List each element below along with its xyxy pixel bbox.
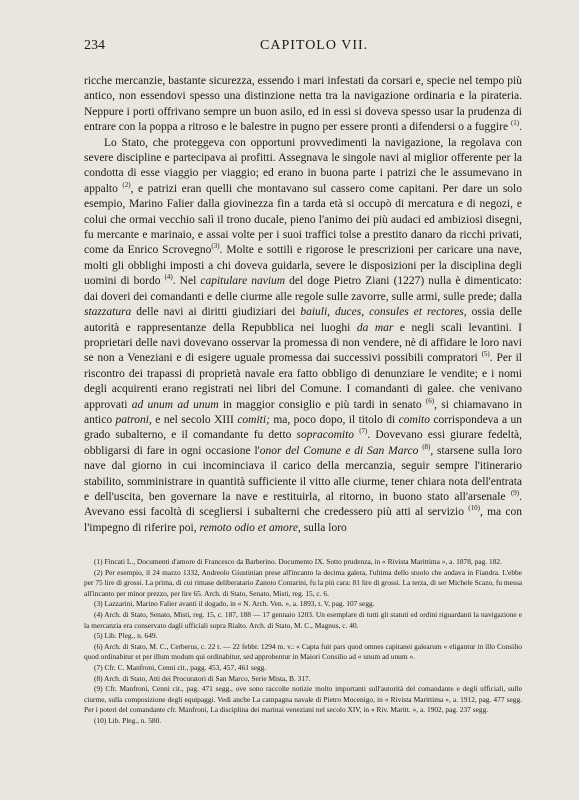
text-span: del doge Pietro Ziani (1227) nulla è dimenticato: dai doveri dei comandanti e delle ciurme alle regole sulle zavorre, sulle armi, sulle prede; dalla <box>84 275 522 303</box>
footnote-6: (6) Arch. di Stato, M. C., Cerberus, c. 22 t. — 22 febbr. 1294 m. v.: « Capta fuit pars quod omnes capitanei galearum « eligantur in illo Consilio quod ordinabitur et per illum modum qui ordinabitur, sed approbentur in Maiori Consilio ad « unum ad unum ». <box>84 641 522 662</box>
italic-term: ad unum ad unum <box>131 398 219 411</box>
footnote-3: (3) Lazzarini, Marino Falier avanti il dogado, in « N. Arch. Ven. », a. 1893, t. V, pag. 107 segg. <box>94 599 375 609</box>
footnote-7: (7) Cfr. C. Manfroni, Cenni cit., pagg. 453, 457, 461 segg. <box>94 662 267 672</box>
paragraph-2 <box>84 136 522 537</box>
footnote-4: (4) Arch. di Stato, Senato, Misti, reg. 15, c. 187, 188 — 17 gennaio 1203. Un esemplare di tutti gli statuti ed ordini riguardanti la navigazione e la mercanzia era conservato dagli ufficiali sopra Rialto. Arch. di Stato, M. C., Magnus, c. 40. <box>84 609 522 630</box>
italic-term: stazzatura <box>84 306 132 319</box>
footnote-ref-7: (7) <box>359 427 368 436</box>
text-span: e nel secolo XIII <box>151 413 238 426</box>
italic-term: baiuli, duces, consules et rectores, <box>300 306 467 319</box>
footnote-10: (10) Lib. Pleg., n. 580. <box>94 715 162 725</box>
footnote-ref-4: (4) <box>164 273 173 282</box>
text-span: corrispondeva a un grado subalterno, e il comandante fu detto <box>84 413 522 442</box>
footnote-5: (5) Lib. Pleg., n. 649. <box>94 631 158 641</box>
footnote-ref-9: (9) <box>510 489 520 498</box>
footnote-2: (2) Per esempio, il 24 marzo 1332, Andreolo Giustinian prese all'incanto la decima galera, l'ultima dello stuolo che andava in Fiandra. L'ebbe per 75 lire di grossi. La prima, di cui rimase deliberatario Zanoto Contarini, fu la più cara: 81 lire di grossi. La terza, di ser Michele Scazo, fu messa all'incanto per minor prezzo, per lire 65. Arch. di Stato, Senato, Misti, reg. 15, c. 6. <box>84 567 522 598</box>
footnote-ref-5: (5) <box>481 350 490 359</box>
footnote-ref-3: (3) <box>211 242 220 251</box>
text-span: e negli scali levantini. I proprietari delle navi dovevano osservar la promessa di non vendere, nè di affidare le loro navi se non a Veneziani e di esigere uguale promessa dai successivi possibili compratori <box>84 321 522 365</box>
italic-term: patroni, <box>115 413 152 426</box>
italic-term: comiti; <box>237 413 270 426</box>
italic-term: remoto odio et amore, <box>199 521 301 534</box>
footnotes <box>84 557 522 727</box>
page-number: 234 <box>84 38 105 53</box>
italic-term: comito <box>398 413 430 426</box>
italic-term: sopracomito <box>296 429 355 442</box>
text-span: . Per il riscontro dei trapassi di proprietà navale era fatto obbligo di denunziare le vendite; e i nomi degli acquirenti erano registrati nei libri del Comune. I comandanti di galee. che venivano approvati <box>84 352 522 411</box>
footnote-8: (8) Arch. di Stato, Atti dei Procuratori di San Marco, Serie Mista, B. 317. <box>94 673 311 683</box>
footnote-ref-2: (2) <box>122 181 131 190</box>
footnote-ref-6: (6) <box>425 396 435 405</box>
italic-term: capitulare navium <box>200 275 286 288</box>
page-header <box>84 38 524 56</box>
text-span: ma, poco dopo, il titolo di <box>269 413 399 426</box>
text-span: , starsene sulla loro nave dal giorno in cui incominciava il carico della mercanzia, seguir sempre l'itinerario stabilito, somministrare in quantità sufficiente il vitto alle ciurme, tener chiara nota dell'entrata e dell'uscita, ben governare la nave e restituirla, al ritorno, in buono stato all'arsenale <box>84 444 522 503</box>
footnote-9: (9) Cfr. Manfroni, Cenni cit., pag. 471 segg., ove sono raccolte notizie molto importanti sull'autorità del comandante e degli ufficiali, sulle ciurme, sulla composizione degli equipaggi. Vedi anche La campagna navale di Pietro Mocenigo, in « Rivista Marittima », a. 1912, pag. 477 segg. Per i poteri del comandante cfr. Manfroni, La disciplina dei marinai veneziani nel secolo XIV, in « Riv. Maritt. », a. 1902, pag. 237 segg. <box>84 684 522 715</box>
paragraph-1-text: ricche mercanzie, bastante sicurezza, essendo i mari infestati da corsari e, specie nel tempo più antico, non essendovi spesso una distinzione netta tra la navigazione ordinaria e la pirateria. Neppure i porti offrivano sempre un buon asilo, ed in essi si doveva spesso usar la prudenza di entrare con la poppa a ritroso e le balestre in pugno per essere pronti a difendersi o a fuggire <box>84 75 522 134</box>
footnote-ref-10: (10) <box>468 504 480 513</box>
text-span: . Nel <box>172 275 201 288</box>
italic-term: da mar <box>356 321 394 334</box>
text-span: , ma con l'impegno di riferire poi, <box>84 506 523 534</box>
paragraph-1 <box>84 74 522 136</box>
text-span: sulla loro <box>300 521 347 534</box>
text-span: . Avevano essi facoltà di scegliersi i subalterni che credessero più atti al servizio <box>84 490 523 519</box>
italic-term: onor del Comune e di San Marco <box>259 444 419 457</box>
footnote-ref-1: (1) <box>510 119 520 128</box>
body-text <box>84 74 522 536</box>
paragraph-1-end: . <box>519 121 522 134</box>
text-span: in maggior consiglio e più tardi in senato <box>218 398 422 411</box>
text-span: delle navi ai diritti giudiziari dei <box>131 306 301 319</box>
chapter-title: CAPITOLO VII. <box>260 38 369 53</box>
text-span: , si chiamavano in antico <box>84 398 522 426</box>
text-span: ossia delle autorità e rappresentanze della Repubblica nei luoghi <box>84 306 522 334</box>
text-span: , e patrizi eran quelli che montavano sul cassero come capitani. Per dare un solo esempio, Marino Falier dalla giovinezza fin a tarda età si occupò di mercatura e di negozi, e colui che ormai vecchio salì il trono ducale, pieno l'animo dei più audaci ed ambiziosi disegni, fu mercante e marinaio, e assai volte per i suoi traffici tolse a prestito danaro da ricchi privati, come da Enrico Scrovegno <box>84 182 522 257</box>
footnote-1: (1) Fincati L., Documenti d'amore di Francesco da Barberino. Documento IX. Sotto prudenza, in « Rivista Marittima », a. 1878, pag. 182. <box>94 557 502 566</box>
text-span: . Dovevano essi giurare fedeltà, obbligarsi di fare in ogni occasione l' <box>84 429 523 457</box>
text-span: Lo Stato, che proteggeva con opportuni provvedimenti la navigazione, la regolava con severe discipline e partecipava ai profitti. Assegnava le singole navi al miglior offerente per la condotta di esse viaggio per viaggio; ed erano in buona parte i patrizi che le assumevano in appalto <box>84 136 522 195</box>
text-span: . Molte e sottili e rigorose le prescrizioni per caricare una nave, molti gli obblighi imposti a chi doveva guidarla, severe le disposizioni per la disciplina degli uomini di bordo <box>84 244 522 288</box>
footnote-ref-8: (8) <box>422 442 431 451</box>
